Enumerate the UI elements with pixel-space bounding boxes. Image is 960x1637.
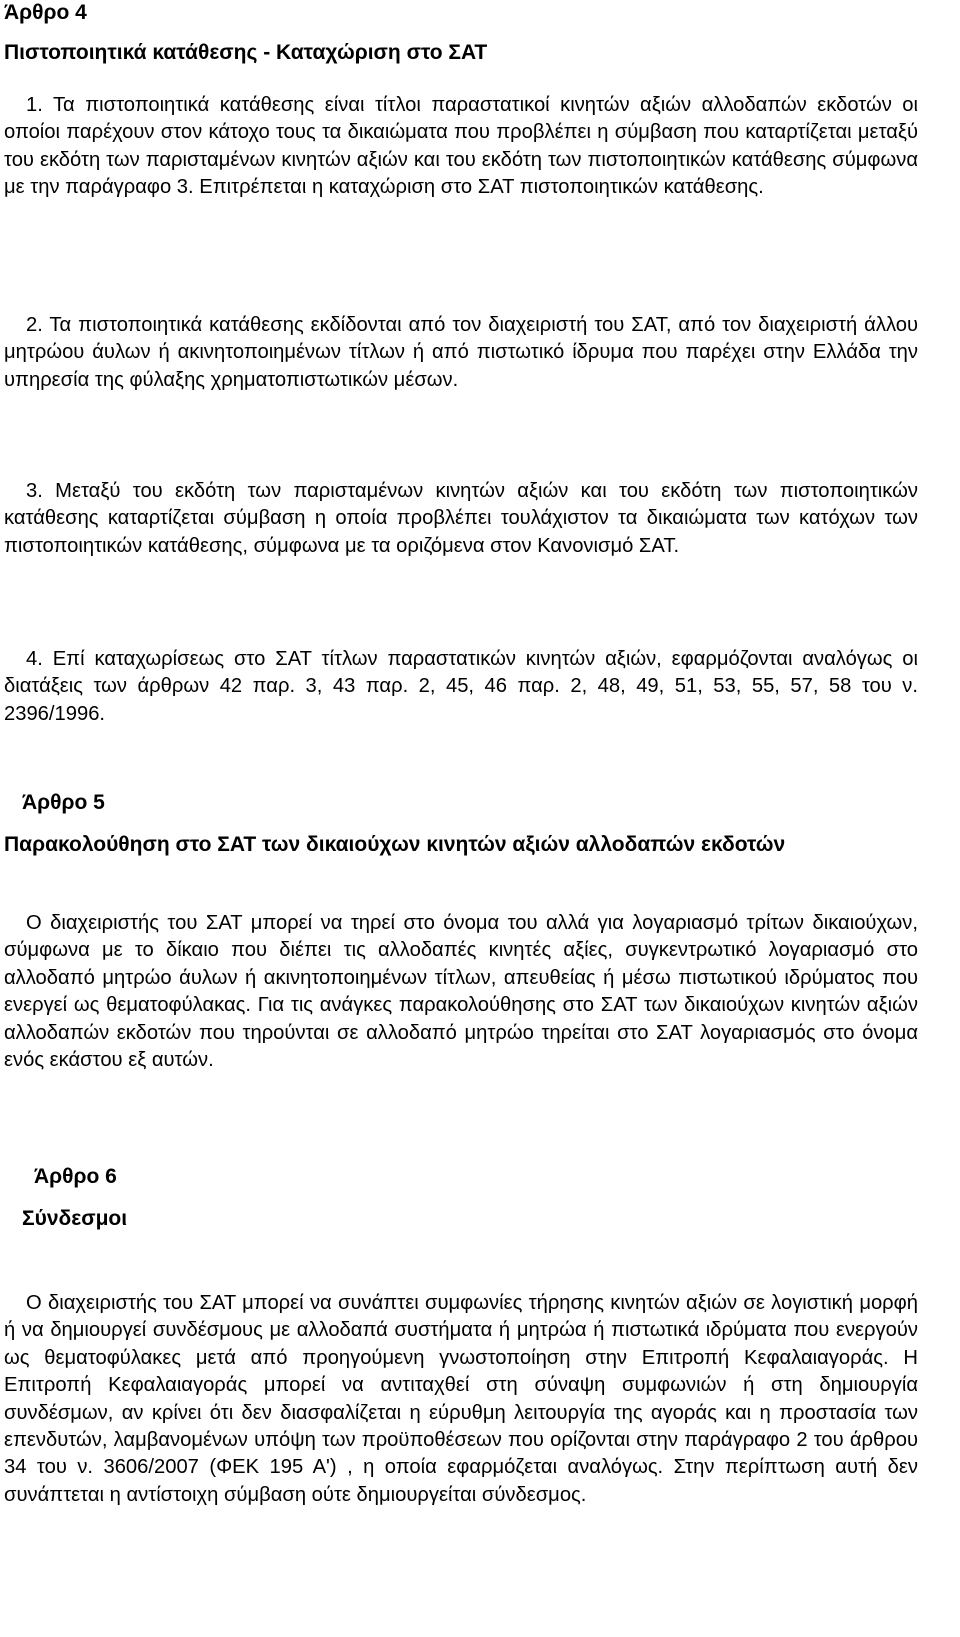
article-4-paragraph-2: 2. Τα πιστοποιητικά κατάθεσης εκδίδονται από τον διαχειριστή του ΣΑΤ, από τον διαχειριστή άλλου μητρώου άυλων ή ακινητοποιημένων τίτλων ή από πιστωτικό ίδρυμα που παρέχει στην Ελλάδα την υπηρεσία της φύλαξης χρηματοπιστωτικών μέσων. xyxy=(4,314,918,391)
article-5-paragraph-1: Ο διαχειριστής του ΣΑΤ μπορεί να τηρεί στο όνομα του αλλά για λογαριασμό τρίτων δικαιούχων, σύμφωνα με το δίκαιο που διέπει τις αλλοδαπές κινητές αξίες, συγκεντρωτικό λογαριασμό στο αλλοδαπό μητρώο άυλων ή ακινητοποιημένων τίτλων, απευθείας ή μέσω πιστωτικού ιδρύματος που ενεργεί ως θεματοφύλακας. Για τις ανάγκες παρακολούθησης στο ΣΑΤ των δικαιούχων κινητών αξιών αλλοδαπών εκδοτών που τηρούνται σε αλλοδαπό μητρώο τηρείται στο ΣΑΤ λογαριασμός στο όνομα ενός εκάστου εξ αυτών. xyxy=(4,912,918,1072)
article-4-paragraph-4: 4. Επί καταχωρίσεως στο ΣΑΤ τίτλων παραστατικών κινητών αξιών, εφαρμόζονται αναλόγως οι διατάξεις των άρθρων 42 παρ. 3, 43 παρ. 2, 45, 46 παρ. 2, 48, 49, 51, 53, 55, 57, 58 του ν. 2396/1996. xyxy=(4,648,918,725)
article-4-title: Πιστοποιητικά κατάθεσης - Καταχώριση στο ΣΑΤ xyxy=(4,41,488,64)
article-5-title: Παρακολούθηση στο ΣΑΤ των δικαιούχων κινητών αξιών αλλοδαπών εκδοτών xyxy=(4,833,786,856)
article-4-number: Άρθρο 4 xyxy=(4,1,87,24)
article-6-title: Σύνδεσμοι xyxy=(22,1207,128,1230)
article-6-paragraph-1: Ο διαχειριστής του ΣΑΤ μπορεί να συνάπτει συμφωνίες τήρησης κινητών αξιών σε λογιστική μορφή ή να δημιουργεί συνδέσμους με αλλοδαπά συστήματα ή μητρώα ή πιστωτικά ιδρύματα που ενεργούν ως θεματοφύλακες μετά από προηγούμενη γνωστοποίηση στην Επιτροπή Κεφαλαιαγοράς. Η Επιτροπή Κεφαλαιαγοράς μπορεί να αντιταχθεί στη σύναψη συμφωνιών ή στη δημιουργία συνδέσμων, αν κρίνει ότι δεν διασφαλίζεται η εύρυθμη λειτουργία της αγοράς και η προστασία των επενδυτών, λαμβανομένων υπόψη των προϋποθέσεων που ορίζονται στην παράγραφο 2 του άρθρου 34 του ν. 3606/2007 (ΦΕΚ 195 Α') , η οποία εφαρμόζεται αναλόγως. Στην περίπτωση αυτή δεν συνάπτεται η αντίστοιχη σύμβαση ούτε δημιουργείται σύνδεσμος. xyxy=(4,1292,918,1506)
article-6-number: Άρθρο 6 xyxy=(34,1165,117,1188)
article-4-paragraph-1: 1. Τα πιστοποιητικά κατάθεσης είναι τίτλοι παραστατικοί κινητών αξιών αλλοδαπών εκδοτών οι οποίοι παρέχουν στον κάτοχο τους τα δικαιώματα που προβλέπει η σύμβαση που καταρτίζεται μεταξύ του εκδότη των παρισταμένων κινητών αξιών και του εκδότη των πιστοποιητικών κατάθεσης σύμφωνα με την παράγραφο 3. Επιτρέπεται η καταχώριση στο ΣΑΤ πιστοποιητικών κατάθεσης. xyxy=(4,94,918,199)
article-5-number: Άρθρο 5 xyxy=(22,791,105,814)
article-4-paragraph-3: 3. Μεταξύ του εκδότη των παρισταμένων κινητών αξιών και του εκδότη των πιστοποιητικών κατάθεσης καταρτίζεται σύμβαση η οποία προβλέπει τουλάχιστον τα δικαιώματα των κατόχων των πιστοποιητικών κατάθεσης, σύμφωνα με τα οριζόμενα στον Κανονισμό ΣΑΤ. xyxy=(4,480,918,557)
